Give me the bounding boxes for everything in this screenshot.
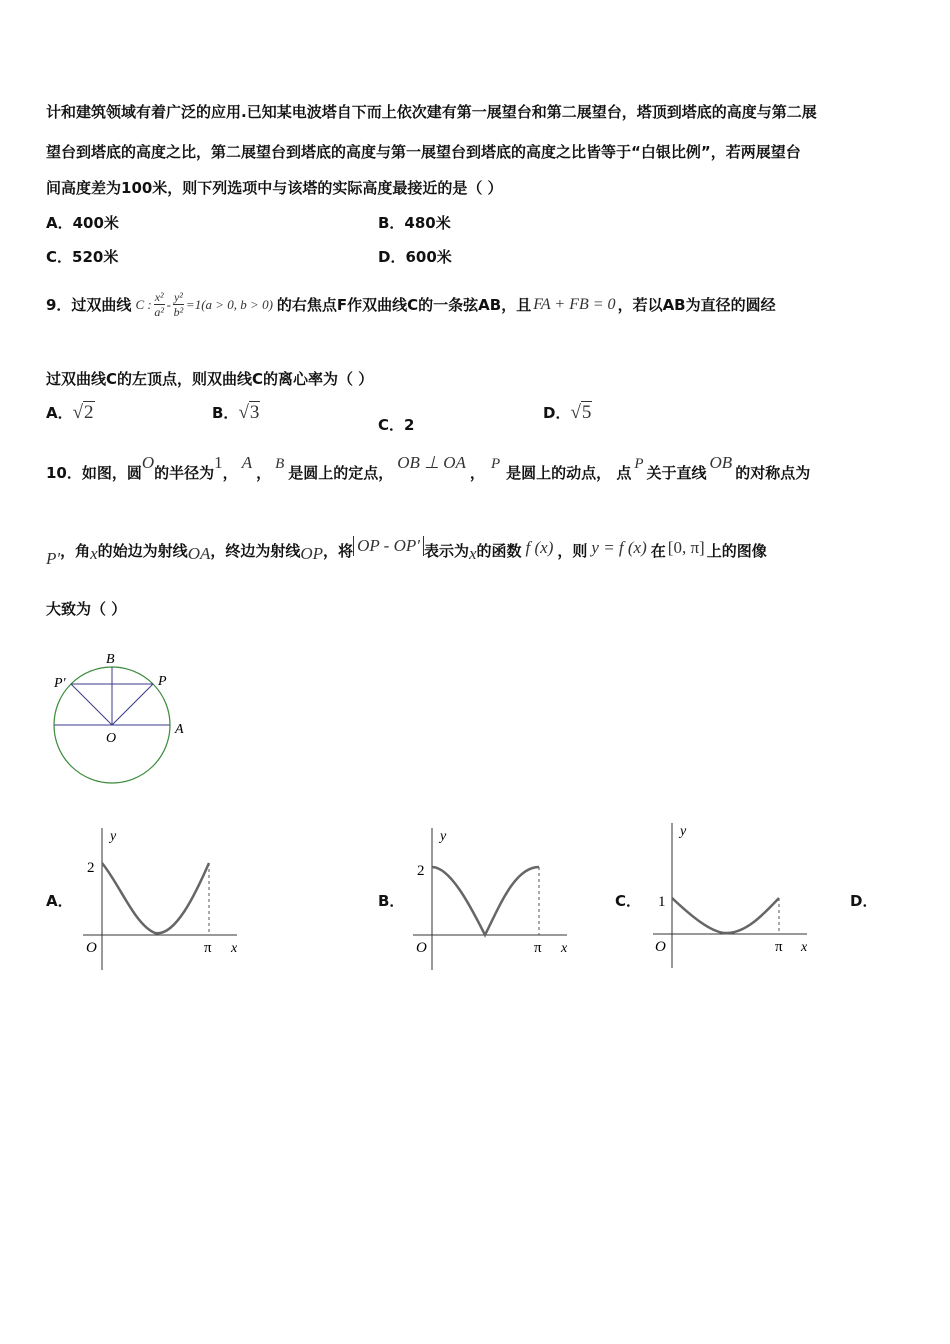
q9-option-c: C．2	[378, 416, 415, 434]
q10-text-moving: 是圆上的动点， 点	[506, 464, 632, 482]
y-tick: 2	[417, 863, 425, 879]
q10-line-2	[46, 536, 767, 568]
y-tick: 2	[87, 860, 95, 876]
origin-label: O	[416, 940, 427, 956]
label-P: P	[158, 674, 167, 689]
q10-one: 1	[214, 453, 223, 472]
q8-option-b: B．480米	[378, 214, 451, 232]
y-label: y	[110, 829, 117, 844]
origin-label: O	[655, 939, 666, 955]
q9-text-1: 的右焦点F作双曲线C的一条弦AB，且	[276, 296, 532, 314]
q10-text-radius: 的半径为	[154, 464, 215, 482]
x-label: x	[561, 941, 568, 956]
q10-yfx: y = f (x)	[591, 538, 647, 557]
q9-curve-rhs: =1(a > 0, b > 0)	[185, 296, 273, 312]
q9-option-b: B．√3	[212, 402, 260, 423]
q9-option-b-value: 3	[249, 402, 260, 423]
y-label: y	[680, 824, 687, 839]
q9-condition: FA + FB = 0	[533, 295, 616, 313]
q10-text-terminal: ，终边为射线	[210, 542, 301, 560]
q9-curve-lhs: C :	[135, 296, 152, 312]
q9-option-a-value: 2	[84, 402, 94, 423]
label-A: A	[175, 722, 184, 737]
q9-frac-y-num: y²	[173, 290, 183, 304]
pi-label: π	[534, 940, 542, 956]
q10-B: B	[275, 456, 285, 472]
segment-op	[112, 684, 153, 725]
q10-text-angle: ，角	[60, 542, 91, 560]
q8-line-2: 望台到塔底的高度之比，第二展望台到塔底的高度与第一展望台到塔底的高度之比皆等于“白银比例”，若两展望台	[46, 143, 801, 161]
label-B: B	[106, 652, 115, 667]
x-label: x	[231, 941, 238, 956]
q10-line-1	[46, 453, 811, 483]
q9-option-d: D．√5	[543, 402, 592, 423]
q9-number: 9．过双曲线	[46, 296, 132, 314]
q10-O: O	[141, 453, 155, 472]
q10-text-will: ，将	[323, 542, 354, 560]
q8-option-d: D．600米	[378, 248, 452, 266]
q10-text-as: 表示为	[423, 542, 469, 560]
curve-c	[672, 898, 779, 933]
q10-option-c-label: C．	[615, 892, 642, 910]
q10-text-function: 的函数	[476, 542, 522, 560]
q10-number: 10．如图，圆	[46, 464, 142, 482]
q9-minus: -	[166, 296, 171, 312]
pi-label: π	[204, 940, 212, 956]
q9-option-d-label: D．	[543, 404, 571, 422]
q10-circle-figure	[40, 645, 200, 790]
q10-comma-1: ，	[222, 464, 238, 482]
pi-label: π	[775, 939, 783, 955]
q10-perp: OB ⊥ OA	[397, 453, 466, 472]
q9-frac-x-num: x²	[154, 290, 164, 304]
origin-label: O	[86, 940, 97, 956]
q9-text-2: ，若以AB为直径的圆经	[617, 296, 776, 314]
q8-option-a: A．400米	[46, 214, 119, 232]
q9-option-d-value: 5	[581, 402, 592, 423]
q10-graph-c	[645, 820, 820, 970]
q9-option-a: A．√2	[46, 402, 94, 423]
label-O: O	[106, 731, 117, 746]
q10-option-d-label: D．	[850, 892, 878, 910]
q10-graph-b	[405, 825, 580, 975]
q10-text-fixed: 是圆上的定点，	[288, 464, 394, 482]
label-P-prime: P′	[54, 676, 66, 691]
q10-comma-2: ，	[256, 464, 272, 482]
q10-x-2: x	[468, 544, 477, 563]
y-label: y	[440, 829, 447, 844]
q10-OP: OP	[300, 544, 324, 563]
q10-P-prime: P′	[46, 549, 61, 568]
q10-interval: [0, π]	[667, 538, 705, 557]
q10-P-2: P	[634, 456, 644, 472]
q9-option-b-label: B．	[212, 404, 239, 422]
q10-OB: OB	[709, 453, 733, 472]
q10-fx: f (x)	[525, 538, 554, 557]
q10-graph-a	[75, 825, 250, 975]
q10-OA: OA	[187, 544, 211, 563]
y-tick: 1	[658, 894, 666, 910]
q9-frac-y-den: b²	[173, 305, 184, 319]
q8-line-3: 间高度差为100米，则下列选项中与该塔的实际高度最接近的是（ ）	[46, 179, 503, 197]
q8-line-1: 计和建筑领域有着广泛的应用.已知某电波塔自下而上依次建有第一展望台和第二展望台，塔顶到塔底的高度与第二展	[46, 103, 817, 121]
q10-P: P	[490, 456, 501, 472]
q10-line-3: 大致为（ ）	[46, 600, 127, 618]
q10-A: A	[241, 453, 253, 472]
q10-text-line: 关于直线	[646, 464, 707, 482]
q10-text-on: 在	[650, 542, 666, 560]
q10-option-a-label: A．	[46, 892, 73, 910]
segment-op-prime	[71, 684, 112, 725]
q9-line-1	[46, 290, 776, 319]
q9-option-a-label: A．	[46, 404, 73, 422]
q10-comma-3: ，	[469, 464, 485, 482]
q10-abs-expr: OP - OP′	[353, 536, 424, 556]
q10-option-b-label: B．	[378, 892, 405, 910]
q10-text-then: ，则	[557, 542, 588, 560]
q9-frac-y	[173, 290, 184, 319]
q10-text-symmetric: 的对称点为	[735, 464, 811, 482]
q9-frac-x	[154, 290, 165, 319]
curve-b	[432, 867, 539, 935]
q9-frac-x-den: a²	[154, 305, 164, 319]
q10-x-1: x	[90, 544, 98, 563]
q10-text-initial: 的始边为射线	[97, 542, 188, 560]
q8-option-c: C．520米	[46, 248, 119, 266]
curve-a	[102, 863, 209, 933]
x-label: x	[801, 940, 808, 955]
q9-line-2: 过双曲线C的左顶点，则双曲线C的离心率为（ ）	[46, 370, 374, 388]
q10-text-image: 上的图像	[706, 542, 767, 560]
